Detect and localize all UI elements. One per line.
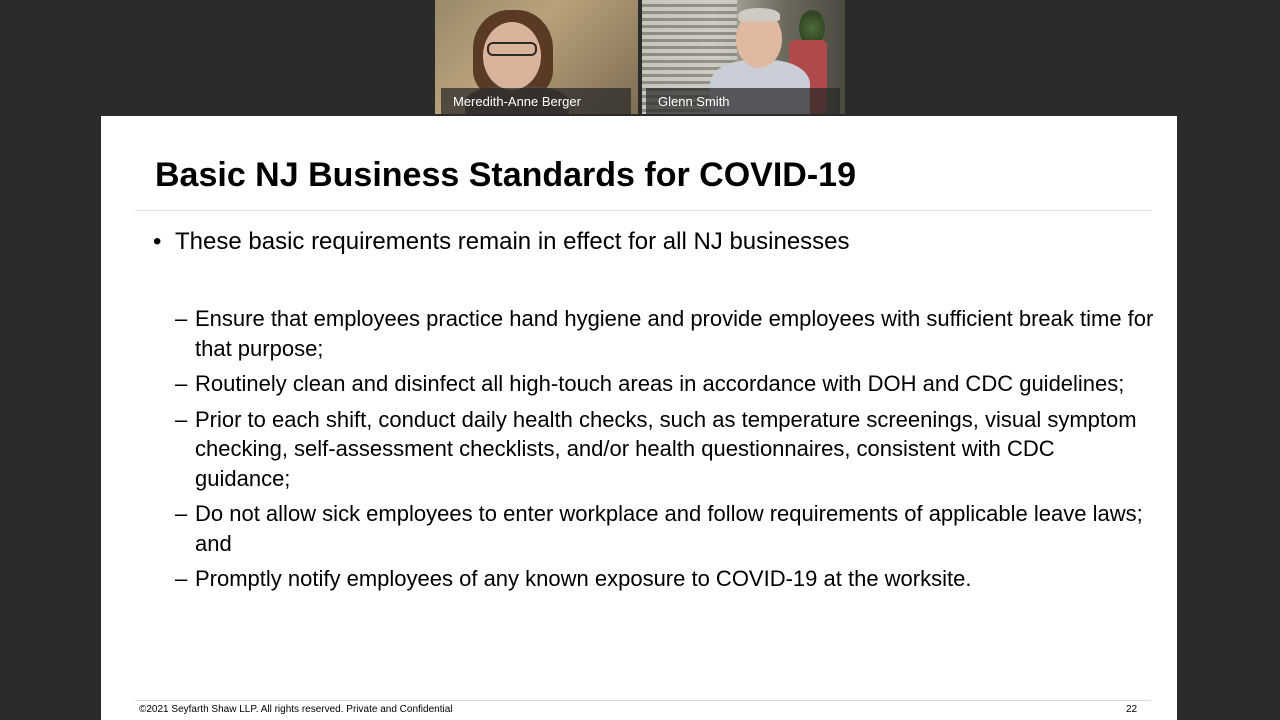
- dash-icon: –: [175, 306, 188, 331]
- participant-video-tile[interactable]: [435, 0, 638, 114]
- participant-name: Glenn Smith: [658, 93, 730, 109]
- dash-icon: –: [175, 406, 188, 432]
- sub-bullet-item: [175, 499, 1155, 558]
- participant-name: Meredith-Anne Berger: [453, 93, 581, 109]
- head-shape: [483, 22, 541, 90]
- dash-icon: –: [175, 371, 188, 396]
- sub-bullet-text: Do not allow sick employees to enter workplace and follow requirements of applicable leave laws; and: [195, 501, 1143, 556]
- title-divider: [135, 210, 1151, 211]
- slide-page-number: 22: [1126, 704, 1138, 715]
- shared-slide: [101, 116, 1177, 720]
- main-bullet: [153, 228, 850, 256]
- main-bullet-text: These basic requirements remain in effect for all NJ businesses: [175, 228, 850, 255]
- participant-video-strip: [435, 0, 845, 114]
- bullet-icon: •: [153, 228, 162, 255]
- sub-bullet-text: Prior to each shift, conduct daily health checks, such as temperature screenings, visual symptom checking, self-assessment checklists, and/or health questionnaires, consistent with CDC guidance;: [195, 406, 1137, 491]
- dash-icon: –: [175, 566, 188, 591]
- slide-title: Basic NJ Business Standards for COVID-19: [155, 156, 857, 194]
- sub-bullet-list: [175, 304, 1155, 600]
- participant-name-tag: [646, 88, 840, 114]
- participant-video-tile[interactable]: [642, 0, 845, 114]
- sub-bullet-item: [175, 564, 1155, 594]
- sub-bullet-text: Routinely clean and disinfect all high-touch areas in accordance with DOH and CDC guidelines;: [195, 371, 1125, 396]
- sub-bullet-item: [175, 304, 1155, 363]
- sub-bullet-item: [175, 369, 1155, 399]
- sub-bullet-item: [175, 405, 1155, 494]
- footer-divider: [135, 700, 1151, 701]
- sub-bullet-text: Promptly notify employees of any known exposure to COVID-19 at the worksite.: [195, 566, 972, 591]
- glasses-shape: [487, 42, 537, 56]
- participant-name-tag: [441, 88, 631, 114]
- dash-icon: –: [175, 501, 188, 526]
- hair-shape: [738, 8, 780, 22]
- slide-footer-copyright: ©2021 Seyfarth Shaw LLP. All rights reserved. Private and Confidential: [139, 704, 453, 715]
- sub-bullet-text: Ensure that employees practice hand hygiene and provide employees with sufficient break time for that purpose;: [195, 306, 1154, 361]
